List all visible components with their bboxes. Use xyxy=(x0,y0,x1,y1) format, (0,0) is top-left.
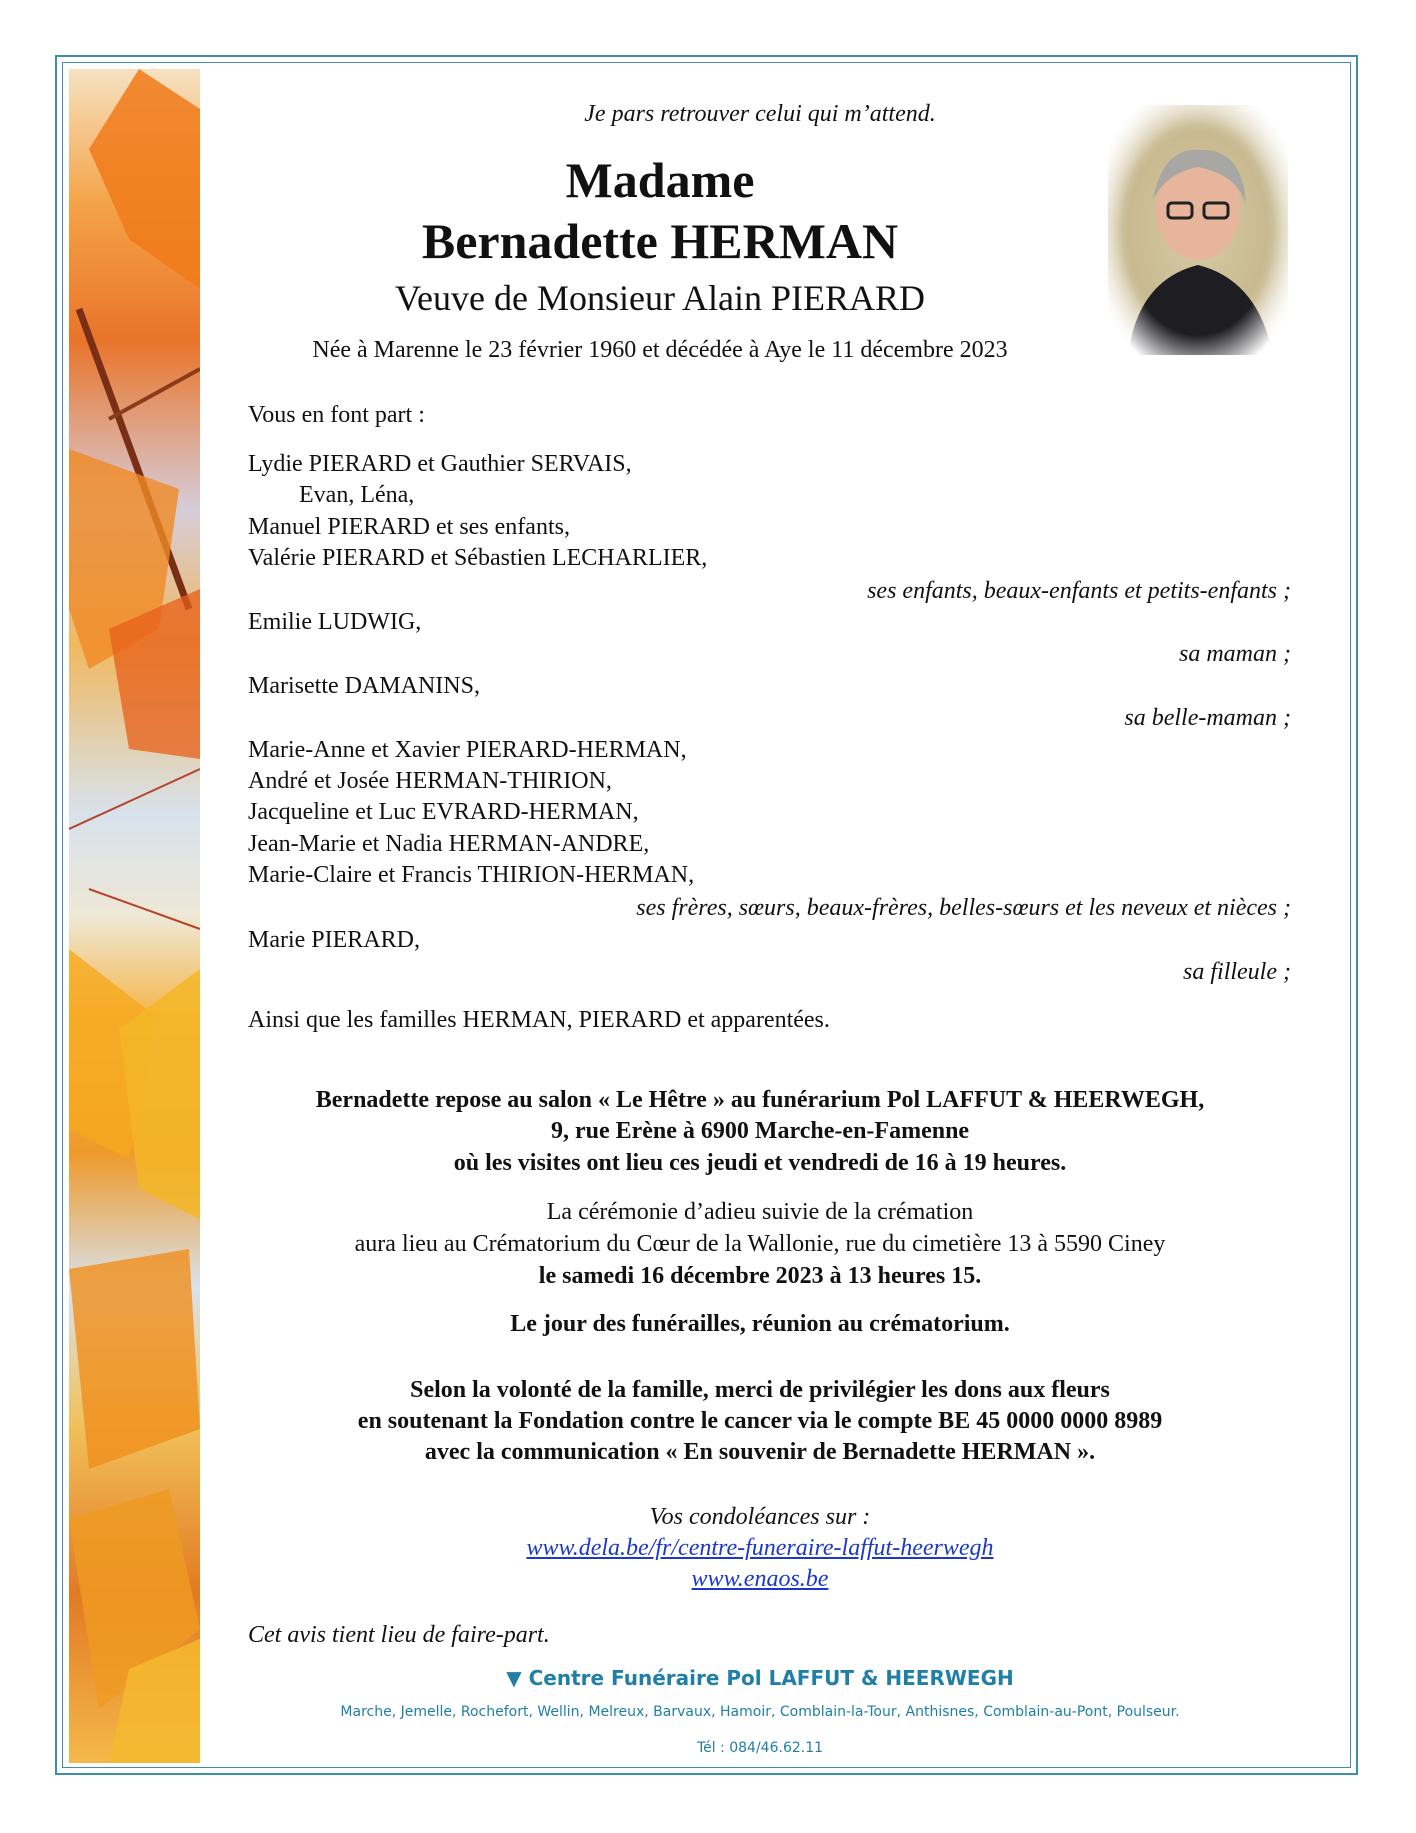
family-line: Jacqueline et Luc EVRARD-HERMAN, xyxy=(248,799,639,825)
enaos-link[interactable]: www.enaos.be xyxy=(691,1566,829,1592)
family-line: Jean-Marie et Nadia HERMAN-ANDRE, xyxy=(248,831,650,857)
notice-line: Cet avis tient lieu de faire-part. xyxy=(248,1622,550,1648)
title: Madame xyxy=(565,152,755,208)
condolences-link-row xyxy=(200,1564,1320,1594)
visit-line: 9, rue Erène à 6900 Marche-en-Famenne xyxy=(550,1118,970,1144)
family-line: Emilie LUDWIG, xyxy=(248,609,422,635)
donation-line: en soutenant la Fondation contre le cancer via le compte BE 45 0000 0000 8989 xyxy=(357,1408,1163,1434)
family-line: Marisette DAMANINS, xyxy=(248,673,480,699)
relation-line: ses frères, sœurs, beaux-frères, belles-sœurs et les neveux et nièces ; xyxy=(636,895,1291,921)
ceremony-line: aura lieu au Crématorium du Cœur de la Wallonie, rue du cimetière 13 à 5590 Ciney xyxy=(354,1231,1166,1257)
birth-death-line: Née à Marenne le 23 février 1960 et décédée à Aye le 11 décembre 2023 xyxy=(312,337,1008,363)
family-line: Marie-Claire et Francis THIRION-HERMAN, xyxy=(248,862,695,888)
footer-phone: Tél : 084/46.62.11 xyxy=(696,1740,824,1756)
triangle-down-icon: ▼ xyxy=(506,1666,522,1690)
footer-company xyxy=(200,1666,1320,1690)
families-line: Ainsi que les familles HERMAN, PIERARD et apparentées. xyxy=(248,1007,830,1033)
ceremony-date: le samedi 16 décembre 2023 à 13 heures 15. xyxy=(538,1263,982,1289)
donation-line: Selon la volonté de la famille, merci de privilégier les dons aux fleurs xyxy=(410,1377,1110,1403)
family-line: Valérie PIERARD et Sébastien LECHARLIER, xyxy=(248,545,708,571)
widow-line: Veuve de Monsieur Alain PIERARD xyxy=(395,278,925,318)
autumn-leaves-image xyxy=(69,69,200,1763)
company-name: Centre Funéraire Pol LAFFUT & HEERWEGH xyxy=(528,1666,1014,1690)
family-line: Lydie PIERARD et Gauthier SERVAIS, xyxy=(248,451,632,477)
family-line: Manuel PIERARD et ses enfants, xyxy=(248,514,570,540)
portrait-photo xyxy=(1108,105,1288,355)
relation-line: ses enfants, beaux-enfants et petits-enfants ; xyxy=(867,578,1291,604)
condolences-link-row xyxy=(200,1533,1320,1563)
ceremony-line: La cérémonie d’adieu suivie de la crémation xyxy=(546,1199,974,1225)
relation-line: sa maman ; xyxy=(1179,641,1291,667)
reunion-line: Le jour des funérailles, réunion au crématorium. xyxy=(510,1311,1010,1337)
relation-line: sa belle-maman ; xyxy=(1124,705,1291,731)
footer-towns: Marche, Jemelle, Rochefort, Wellin, Melreux, Barvaux, Hamoir, Comblain-la-Tour, Anthisnes, Comblain-au-Pont, Poulseur. xyxy=(340,1704,1180,1720)
condolences-label: Vos condoléances sur : xyxy=(649,1504,871,1530)
family-line: Marie PIERARD, xyxy=(248,927,420,953)
relation-line: sa filleule ; xyxy=(1183,959,1291,985)
family-line: André et Josée HERMAN-THIRION, xyxy=(248,768,612,794)
dela-link[interactable]: www.dela.be/fr/centre-funeraire-laffut-heerwegh xyxy=(526,1535,994,1561)
family-line: Marie-Anne et Xavier PIERARD-HERMAN, xyxy=(248,737,687,763)
epigraph: Je pars retrouver celui qui m’attend. xyxy=(584,101,936,127)
visit-line: où les visites ont lieu ces jeudi et vendredi de 16 à 19 heures. xyxy=(453,1150,1067,1176)
family-line: Evan, Léna, xyxy=(299,482,415,508)
donation-line: avec la communication « En souvenir de Bernadette HERMAN ». xyxy=(424,1439,1096,1465)
intro: Vous en font part : xyxy=(248,402,425,428)
visit-line: Bernadette repose au salon « Le Hêtre » au funérarium Pol LAFFUT & HEERWEGH, xyxy=(315,1087,1205,1113)
deceased-name: Bernadette HERMAN xyxy=(421,213,899,269)
